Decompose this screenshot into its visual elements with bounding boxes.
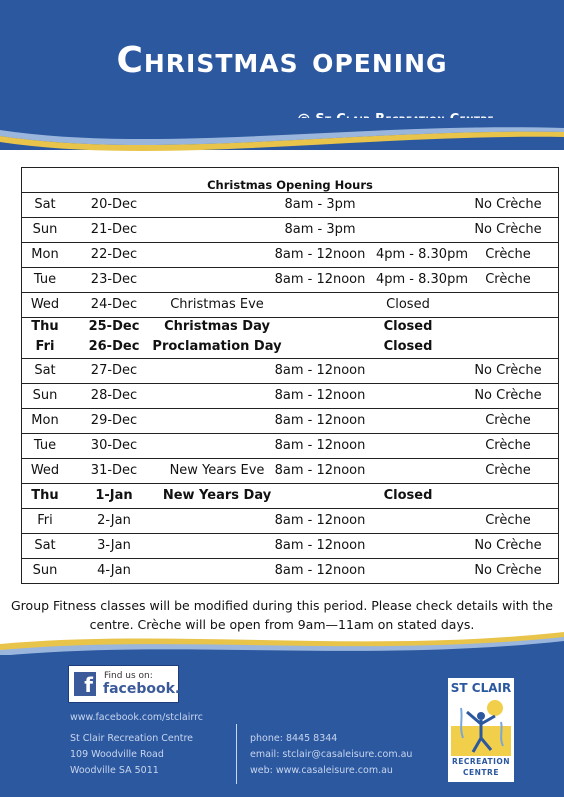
day-cell: Sat — [34, 197, 56, 212]
table-row — [22, 218, 558, 243]
date-cell: 29-Dec — [90, 413, 138, 428]
closed-cell: Closed — [383, 339, 433, 354]
date-cell: 25-Dec — [88, 319, 140, 334]
table-body — [22, 193, 558, 583]
day-cell: Tue — [33, 438, 57, 453]
hours-cell: 8am - 12noon — [274, 513, 366, 528]
closed-cell: Closed — [383, 488, 433, 503]
address-line: St Clair Recreation Centre — [70, 733, 194, 744]
contact-block — [250, 731, 412, 779]
creche-cell: No Crèche — [474, 222, 542, 237]
day-cell: Fri — [37, 513, 53, 528]
day-cell: Sun — [32, 563, 58, 578]
address-line: Woodville SA 5011 — [70, 765, 159, 776]
creche-cell: No Crèche — [474, 363, 542, 378]
opening-hours-table — [21, 167, 559, 584]
table-row — [22, 534, 558, 559]
date-cell: 31-Dec — [90, 463, 138, 478]
table-row — [22, 559, 558, 583]
hours-cell: 8am - 12noon — [274, 463, 366, 478]
table-row — [22, 434, 558, 459]
logo-figure-icon — [451, 698, 511, 756]
occasion-cell: Christmas Eve — [170, 297, 264, 312]
day-cell: Thu — [31, 488, 59, 503]
table-heading: Christmas Opening Hours — [22, 168, 558, 193]
logo-bottom-line-1: RECREATION — [451, 757, 511, 766]
table-row — [22, 409, 558, 434]
date-cell: 4-Jan — [97, 563, 131, 578]
hours-cell: 8am - 12noon — [274, 538, 366, 553]
creche-cell: No Crèche — [474, 538, 542, 553]
table-row — [22, 193, 558, 218]
day-cell: Sun — [32, 222, 58, 237]
occasion-cell: New Years Eve — [169, 463, 265, 478]
hours-cell: 8am - 12noon — [274, 563, 366, 578]
date-cell: 27-Dec — [90, 363, 138, 378]
date-cell: 2-Jan — [97, 513, 131, 528]
table-row — [22, 484, 558, 509]
day-cell: Tue — [33, 272, 57, 287]
day-cell: Mon — [31, 247, 59, 262]
hours-cell: 8am - 12noon — [274, 413, 366, 428]
day-cell: Sat — [34, 363, 56, 378]
date-cell: 28-Dec — [90, 388, 138, 403]
hours-cell: 8am - 12noon — [274, 388, 366, 403]
closed-cell: Closed — [383, 319, 433, 334]
date-cell: 30-Dec — [90, 438, 138, 453]
address-block — [70, 731, 193, 779]
hours-cell: 8am - 12noon — [274, 438, 366, 453]
date-cell: 21-Dec — [90, 222, 138, 237]
hours-cell: 8am - 3pm — [284, 197, 356, 212]
contact-phone: phone: 8445 8344 — [250, 733, 338, 744]
table-row — [22, 293, 558, 318]
page-title: Christmas opening — [116, 40, 448, 81]
table-row — [22, 338, 558, 359]
st-clair-logo — [448, 678, 514, 782]
creche-cell: Crèche — [485, 463, 531, 478]
day-cell: Sun — [32, 388, 58, 403]
facebook-wordmark: facebook. — [103, 681, 181, 697]
logo-top-text: ST CLAIR — [450, 681, 512, 695]
day-cell: Wed — [30, 463, 60, 478]
day-cell: Fri — [35, 339, 55, 354]
creche-cell: No Crèche — [474, 563, 542, 578]
date-cell: 26-Dec — [88, 339, 140, 354]
day-cell: Wed — [30, 297, 60, 312]
footnote: Group Fitness classes will be modified during this period. Please check details with the centre. Crèche will be open from 9am—11am on stated days. — [11, 598, 553, 632]
closed-cell: Closed — [386, 297, 430, 312]
table-row — [22, 459, 558, 484]
creche-cell: Crèche — [485, 513, 531, 528]
hours-cell: 8am - 12noon — [274, 247, 366, 262]
hours-cell: 8am - 12noon — [274, 363, 366, 378]
contact-web[interactable]: web: www.casaleisure.com.au — [250, 765, 393, 776]
facebook-small-text: Find us on: — [104, 671, 153, 681]
occasion-cell: New Years Day — [162, 488, 272, 503]
facebook-f-icon: f — [74, 672, 96, 696]
hours-cell: 8am - 3pm — [284, 222, 356, 237]
table-row — [22, 318, 558, 338]
hours-cell: 8am - 12noon — [274, 272, 366, 287]
creche-cell: No Crèche — [474, 197, 542, 212]
facebook-badge[interactable] — [68, 665, 179, 703]
date-cell: 3-Jan — [97, 538, 131, 553]
creche-cell: Crèche — [485, 438, 531, 453]
footer-divider — [236, 724, 237, 784]
address-line: 109 Woodville Road — [70, 749, 164, 760]
contact-email[interactable]: email: stclair@casaleisure.com.au — [250, 749, 413, 760]
occasion-cell: Christmas Day — [164, 319, 270, 334]
creche-cell: Crèche — [485, 413, 531, 428]
occasion-cell: Proclamation Day — [152, 339, 282, 354]
date-cell: 20-Dec — [90, 197, 138, 212]
table-row — [22, 243, 558, 268]
creche-cell: No Crèche — [474, 388, 542, 403]
date-cell: 24-Dec — [90, 297, 138, 312]
evening-hours-cell: 4pm - 8.30pm — [375, 272, 468, 287]
logo-bottom-text — [448, 756, 514, 778]
table-row — [22, 509, 558, 534]
table-row — [22, 384, 558, 409]
day-cell: Thu — [31, 319, 59, 334]
day-cell: Sat — [34, 538, 56, 553]
day-cell: Mon — [31, 413, 59, 428]
date-cell: 23-Dec — [90, 272, 138, 287]
table-row — [22, 268, 558, 293]
date-cell: 1-Jan — [95, 488, 133, 503]
table-row — [22, 359, 558, 384]
evening-hours-cell: 4pm - 8.30pm — [375, 247, 468, 262]
creche-cell: Crèche — [485, 272, 531, 287]
creche-cell: Crèche — [485, 247, 531, 262]
logo-bottom-line-2: CENTRE — [463, 768, 499, 777]
facebook-url[interactable]: www.facebook.com/stclairrc — [70, 712, 204, 723]
date-cell: 22-Dec — [90, 247, 138, 262]
